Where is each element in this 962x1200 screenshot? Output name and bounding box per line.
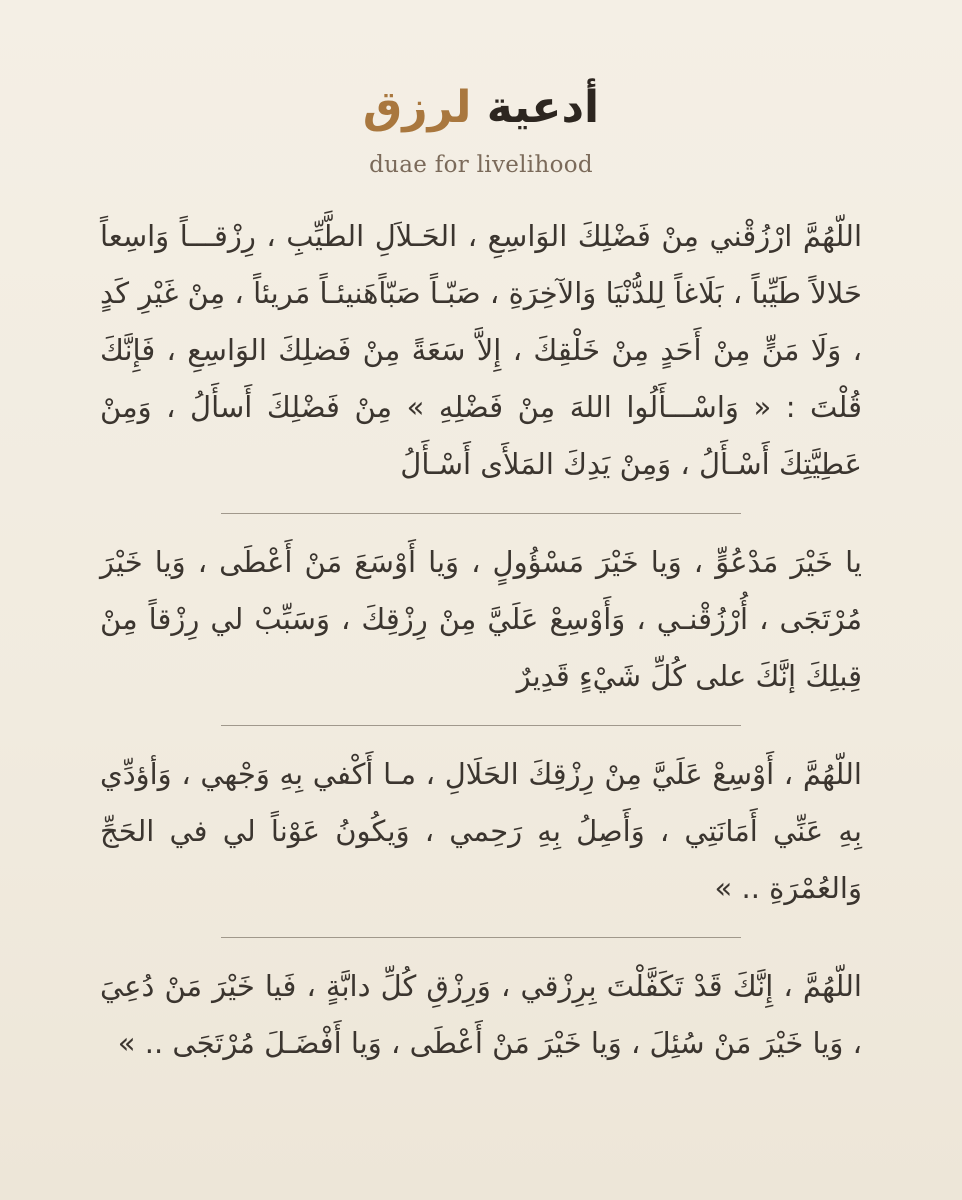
dua-paragraph-1: اللّهُمَّ ارْزُقْني مِنْ فَضْلِكَ الوَاسِعِ ، الحَـلاَلِ الطَّيِّبِ ، رِزْقـــاً وَاسِعاً حَلالاً طَيِّباً ، بَلَاغاً لِلدُّنْيَا وَالآخِرَةِ ، صَبّـاً صَبّاًهَنيئـاً مَريئاً ، مِنْ غَيْرِ كَدٍ ، وَلَا مَنٍّ مِنْ أَحَدٍ مِنْ خَلْقِكَ ، إِلاَّ سَعَةً مِنْ فَضلِكَ الوَاسِعِ ، فَإِنَّكَ قُلْتَ : « وَاسْـــأَلُوا اللهَ مِنْ فَضْلِهِ » مِنْ فَضْلِكَ أَسأَلُ ، وَمِنْ عَطِيَّتِكَ أَسْـأَلُ ، وَمِنْ يَدِكَ المَلأَى أَسْـأَلُ xyxy=(100,219,862,481)
divider xyxy=(221,513,741,514)
dua-paragraph-2: يا خَيْرَ مَدْعُوٍّ ، وَيا خَيْرَ مَسْؤُولٍ ، وَيا أَوْسَعَ مَنْ أَعْطَى ، وَيا خَيْرَ مُرْتَجَى ، أُرْزُقْنـي ، وَأَوْسِعْ عَلَيَّ مِنْ رِزْقِكَ ، وَسَبِّبْ لي رِزْقاً مِنْ قِبلِكَ إنَّكَ على كُلِّ شَيْءٍ قَدِيرٌ xyxy=(100,545,862,693)
header xyxy=(100,78,862,178)
page-subtitle: duae for livelihood xyxy=(369,152,593,178)
divider xyxy=(221,937,741,938)
title-main: أدعية xyxy=(471,82,600,133)
page-title xyxy=(100,78,862,138)
dua-paragraph-3: اللّهُمَّ ، أَوْسِعْ عَلَيَّ مِنْ رِزْقِكَ الحَلَالِ ، مـا أَكْفي بِهِ وَجْهي ، وَأؤدِّي بِهِ عَنِّي أَمَانَتِي ، وَأَصِلُ بِهِ رَحِمي ، وَيكُونُ عَوْناً لي في الحَجِّ وَالعُمْرَةِ .. » xyxy=(100,757,862,905)
title-accent: لرزق xyxy=(362,82,472,133)
dua-paragraph-4: اللّهُمَّ ، إِنَّكَ قَدْ تَكَفَّلْتَ بِرِزْقي ، وَرِزْقِ كُلِّ دابَّةٍ ، فَيا خَيْرَ مَنْ دُعِيَ ، وَيا خَيْرَ مَنْ سُئِلَ ، وَيا خَيْرَ مَنْ أَعْطَى ، وَيا أَفْضَـلَ مُرْتَجَى .. » xyxy=(100,969,862,1060)
divider xyxy=(221,725,741,726)
